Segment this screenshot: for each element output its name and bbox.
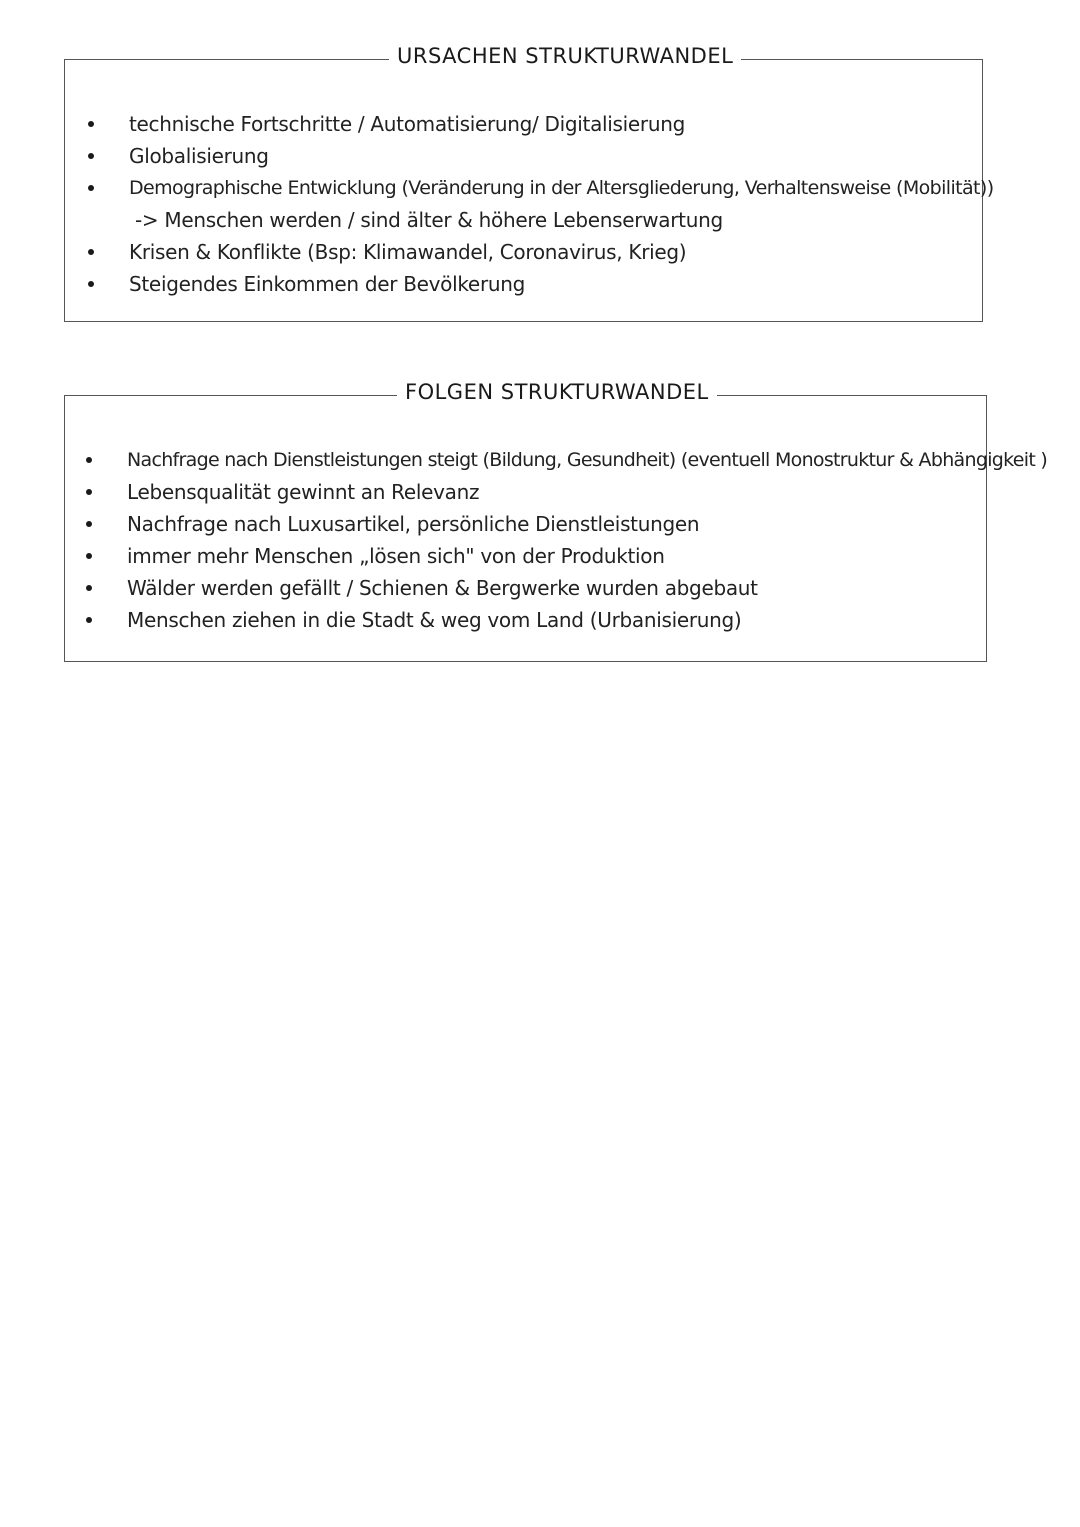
bullet-icon — [88, 121, 94, 127]
bullet-icon — [86, 489, 92, 495]
consequences-list — [127, 444, 1048, 636]
list-item-text: Demographische Entwicklung (Veränderung in der Altersgliederung, Verhaltensweise (Mobilität)) — [129, 177, 994, 199]
list-item-continuation — [129, 204, 982, 236]
bullet-icon — [86, 585, 92, 591]
causes-list — [129, 108, 994, 300]
causes-box — [64, 44, 994, 322]
list-item-text: Nachfrage nach Dienstleistungen steigt (Bildung, Gesundheit) (eventuell Monostruktur & Abhängigkeit ) — [127, 449, 1048, 471]
bullet-icon — [88, 249, 94, 255]
bullet-icon — [88, 281, 94, 287]
list-item-text: immer mehr Menschen „lösen sich" von der Produktion — [127, 544, 665, 568]
list-item-text: Krisen & Konflikte (Bsp: Klimawandel, Coronavirus, Krieg) — [129, 240, 687, 264]
list-item — [129, 140, 982, 172]
list-item-text: -> Menschen werden / sind älter & höhere Lebenserwartung — [135, 208, 723, 232]
bullet-icon — [86, 617, 92, 623]
bullet-icon — [86, 521, 92, 527]
list-item-text: Nachfrage nach Luxusartikel, persönliche Dienstleistungen — [127, 512, 700, 536]
list-item — [127, 540, 986, 572]
list-item-text: Wälder werden gefällt / Schienen & Bergwerke wurden abgebaut — [127, 576, 758, 600]
list-item-text: Lebensqualität gewinnt an Relevanz — [127, 480, 480, 504]
list-item — [127, 476, 986, 508]
list-item — [129, 108, 982, 140]
list-item — [127, 508, 986, 540]
list-item — [129, 236, 982, 268]
list-item — [129, 268, 982, 300]
causes-title: URSACHEN STRUKTURWANDEL — [389, 42, 741, 70]
list-item-text: Menschen ziehen in die Stadt & weg vom Land (Urbanisierung) — [127, 608, 742, 632]
bullet-icon — [88, 153, 94, 159]
list-item — [127, 444, 1048, 476]
list-item-text: Globalisierung — [129, 144, 269, 168]
list-item — [129, 172, 994, 204]
consequences-box — [64, 380, 1048, 662]
bullet-icon — [88, 185, 94, 191]
bullet-icon — [86, 457, 92, 463]
consequences-title: FOLGEN STRUKTURWANDEL — [397, 378, 717, 406]
list-item-text: technische Fortschritte / Automatisierung/ Digitalisierung — [129, 112, 685, 136]
list-item-text: Steigendes Einkommen der Bevölkerung — [129, 272, 526, 296]
list-item — [127, 572, 986, 604]
list-item — [127, 604, 986, 636]
bullet-icon — [86, 553, 92, 559]
